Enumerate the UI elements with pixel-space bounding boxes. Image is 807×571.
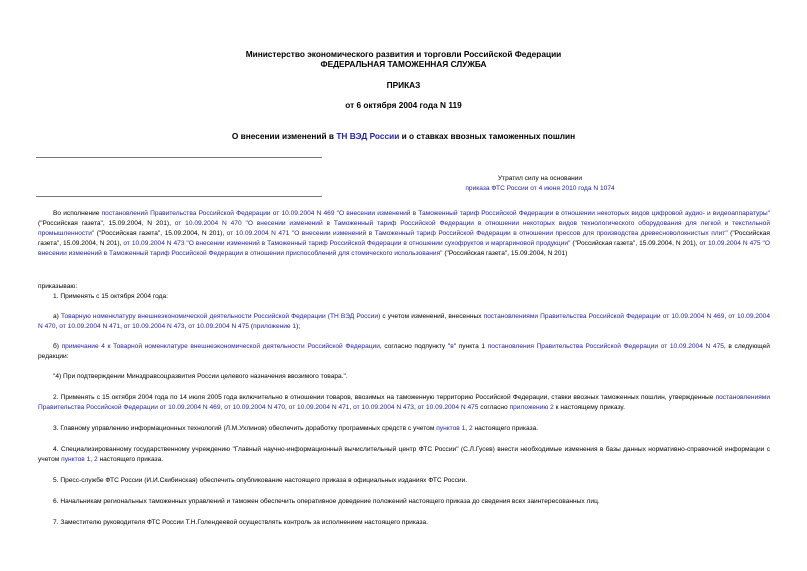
intro-text-6: ("Российская газета", 15.09.2004, N 201) xyxy=(442,250,568,257)
item-1a-text-8: ); xyxy=(296,323,301,330)
item-3-text-1: 3. Главному управлению информационных технологий (Л.М.Ухлинов) обеспечить доработку программных средств с учетом xyxy=(53,425,437,432)
service-heading: ФЕДЕРАЛЬНАЯ ТАМОЖЕННАЯ СЛУЖБА xyxy=(320,59,487,69)
item-2-text-5: , xyxy=(413,404,418,411)
item-4-point-1-link[interactable]: пунктов 1 xyxy=(61,456,91,463)
resolution-473-link[interactable]: от 10.09.2004 N 473 "О внесении изменений в Таможенный тариф Российской Федерации в отношении сухофруктов и маргариновой продукции" xyxy=(123,240,571,247)
item-2-resolution-469-link[interactable]: постановлениями Правительства Российской Федерации от 10.09.2004 N 469 xyxy=(38,394,770,411)
repeal-order-link[interactable]: приказа ФТС России от 4 июня 2010 года N 1074 xyxy=(465,185,615,192)
intro-text-1: Во исполнение xyxy=(53,210,102,217)
item-1b xyxy=(38,342,770,362)
intro-text-5: ("Российская газета", 15.09.2004, N 201), xyxy=(570,240,700,247)
item-5: 5. Пресс-службе ФТС России (И.И.Скибинская) обеспечить опубликование настоящего приказа в официальных изданиях ФТС России. xyxy=(53,477,468,484)
item-1a-resolution-473-link[interactable]: от 10.09.2004 N 473 xyxy=(123,323,185,330)
item-2-text-2: , xyxy=(220,404,225,411)
item-1a-text-6: , xyxy=(184,323,189,330)
doc-title xyxy=(0,131,807,141)
doc-title-post: и о ставках ввозных таможенных пошлин xyxy=(399,131,576,141)
item-4-point-2-link[interactable]: 2 xyxy=(93,456,98,463)
resolution-475-link[interactable]: от 10.09.2004 N 475 "О внесении изменений в Таможенный тариф Российской Федерации в отношении приспособлений для стомического использования" xyxy=(38,240,770,257)
item-3-point-1-link[interactable]: пунктов 1 xyxy=(436,425,466,432)
item-1a-text-7: ( xyxy=(249,323,254,330)
item-1: 1. Применять с 15 октября 2004 года: xyxy=(53,293,169,300)
item-2-text-1: 2. Применять с 15 октября 2004 года по 14 июля 2005 года включительно в отношении товаров, ввозимых на таможенную территорию Российской Федерации, ставки ввозных таможенных пошлин, утвержденные xyxy=(53,394,716,401)
item-1a-text-5: , xyxy=(120,323,124,330)
item-1a-text-1: а) xyxy=(53,313,61,320)
item-1b-text-3: " пункта 1 xyxy=(453,343,488,350)
item-1a xyxy=(38,312,770,332)
item-2-resolution-471-link[interactable]: от 10.09.2004 N 471 xyxy=(288,404,350,411)
doc-date-number: от 6 октября 2004 года N 119 xyxy=(345,100,462,110)
item-2-resolution-475-link[interactable]: от 10.09.2004 N 475 xyxy=(417,404,479,411)
item-1a-text-3: , xyxy=(724,313,729,320)
item-2-resolution-473-link[interactable]: от 10.09.2004 N 473 xyxy=(353,404,414,411)
item-1a-resolution-475-link[interactable]: от 10.09.2004 N 475 xyxy=(188,323,250,330)
tn-ved-link[interactable]: ТН ВЭД России xyxy=(336,131,400,141)
item-2 xyxy=(38,393,770,413)
quoted-note: "4) При подтверждении Минздравсоцразвития России целевого назначения ввозимого товара.". xyxy=(53,373,348,380)
item-3 xyxy=(38,424,770,434)
divider-bottom xyxy=(36,196,322,197)
tn-ved-nomenclature-link[interactable]: Товарную номенклатуру внешнеэкономической деятельности Российской Федерации (ТН ВЭД России) xyxy=(60,313,381,320)
divider-top xyxy=(36,157,322,158)
item-1a-resolution-471-link[interactable]: от 10.09.2004 N 471 xyxy=(59,323,121,330)
status-note: Утратил силу на основании xyxy=(497,175,583,182)
item-2-resolution-470-link[interactable]: от 10.09.2004 N 470 xyxy=(224,404,285,411)
intro-text-4: ("Российская газета", 15.09.2004, N 201), xyxy=(38,230,770,247)
item-1b-text-4: , в следующей редакции: xyxy=(38,343,770,360)
ministry-heading: Министерство экономического развития и торговли Российской Федерации xyxy=(245,49,562,59)
item-2-text-7: к настоящему приказу. xyxy=(553,404,625,411)
item-1b-resolution-475-link[interactable]: постановления Правительства Российской Федерации от 10.09.2004 N 475 xyxy=(487,343,724,350)
item-1a-text-2: с учетом изменений, внесенных xyxy=(380,313,484,320)
item-4-text-1: 4. Специализированному государственному учреждению "Главный научно-информационный вычислительный центр ФТС России" (С.Л.Гусев) внести необходимые изменения в базы данных нормативно-справочной информации с учетом xyxy=(38,446,770,463)
item-1b-text-1: б) xyxy=(53,343,62,350)
intro-paragraph xyxy=(38,209,770,259)
item-1b-text-2: , согласно подпункту " xyxy=(379,343,451,350)
resolution-471-link[interactable]: от 10.09.2004 N 471 "О внесении изменений в Таможенный тариф Российской Федерации в отношении прессов для производства древесноволокнистых плит" xyxy=(226,230,728,237)
intro-text-3: ("Российская газета", 15.09.2004, N 201), xyxy=(94,230,227,237)
item-4 xyxy=(38,445,770,465)
item-3-point-2-link[interactable]: 2 xyxy=(468,425,473,432)
item-2-text-6: согласно xyxy=(478,404,510,411)
intro-text-2: ("Российская газета", 15.09.2004, N 201), xyxy=(38,220,175,227)
note-4-link[interactable]: примечание 4 к Товарной номенклатуре внешнеэкономической деятельности Российской Федерации xyxy=(61,343,380,350)
item-1a-text-4: , xyxy=(55,323,60,330)
item-3-text-3: настоящего приказа. xyxy=(472,425,539,432)
item-7: 7. Заместителю руководителя ФТС России Т.Н.Голендеевой осуществлять контроль за исполнением настоящего приказа. xyxy=(53,519,428,526)
item-3-text-2: , xyxy=(465,425,469,432)
item-2-text-3: , xyxy=(285,404,289,411)
item-4-text-3: настоящего приказа. xyxy=(97,456,164,463)
appendix-2-link[interactable]: приложению 2 xyxy=(509,404,554,411)
doc-title-pre: О внесении изменений в xyxy=(231,131,337,141)
item-4-text-2: , xyxy=(90,456,94,463)
subitem-v-link[interactable]: в xyxy=(450,343,454,350)
item-1a-resolution-469-link[interactable]: постановлениями Правительства Российской Федерации от 10.09.2004 N 469 xyxy=(483,313,725,320)
resolution-470-link[interactable]: от 10.09.2004 N 470 "О внесении изменений в Таможенный тариф Российской Федерации в отношении некоторых видов технологического оборудования для легкой и текстильной промышленности" xyxy=(38,220,770,237)
status-link-line xyxy=(440,184,640,194)
doc-type-heading: ПРИКАЗ xyxy=(386,80,421,90)
appendix-1-link[interactable]: приложение 1 xyxy=(253,323,297,330)
item-6: 6. Начальникам региональных таможенных управлений и таможен обеспечить оперативное доведение положений настоящего приказа до сведения всех заинтересованных лиц. xyxy=(53,498,600,505)
resolution-469-link[interactable]: постановлений Правительства Российской Федерации от 10.09.2004 N 469 "О внесении изменений в Таможенный тариф Российской Федерации в отношении некоторых видов цифровой аудио- и видеоаппаратуры" xyxy=(101,210,770,217)
order-word: приказываю: xyxy=(38,283,78,290)
item-1a-resolution-470-link[interactable]: от 10.09.2004 N 470 xyxy=(38,313,771,330)
item-2-text-4: , xyxy=(349,404,354,411)
